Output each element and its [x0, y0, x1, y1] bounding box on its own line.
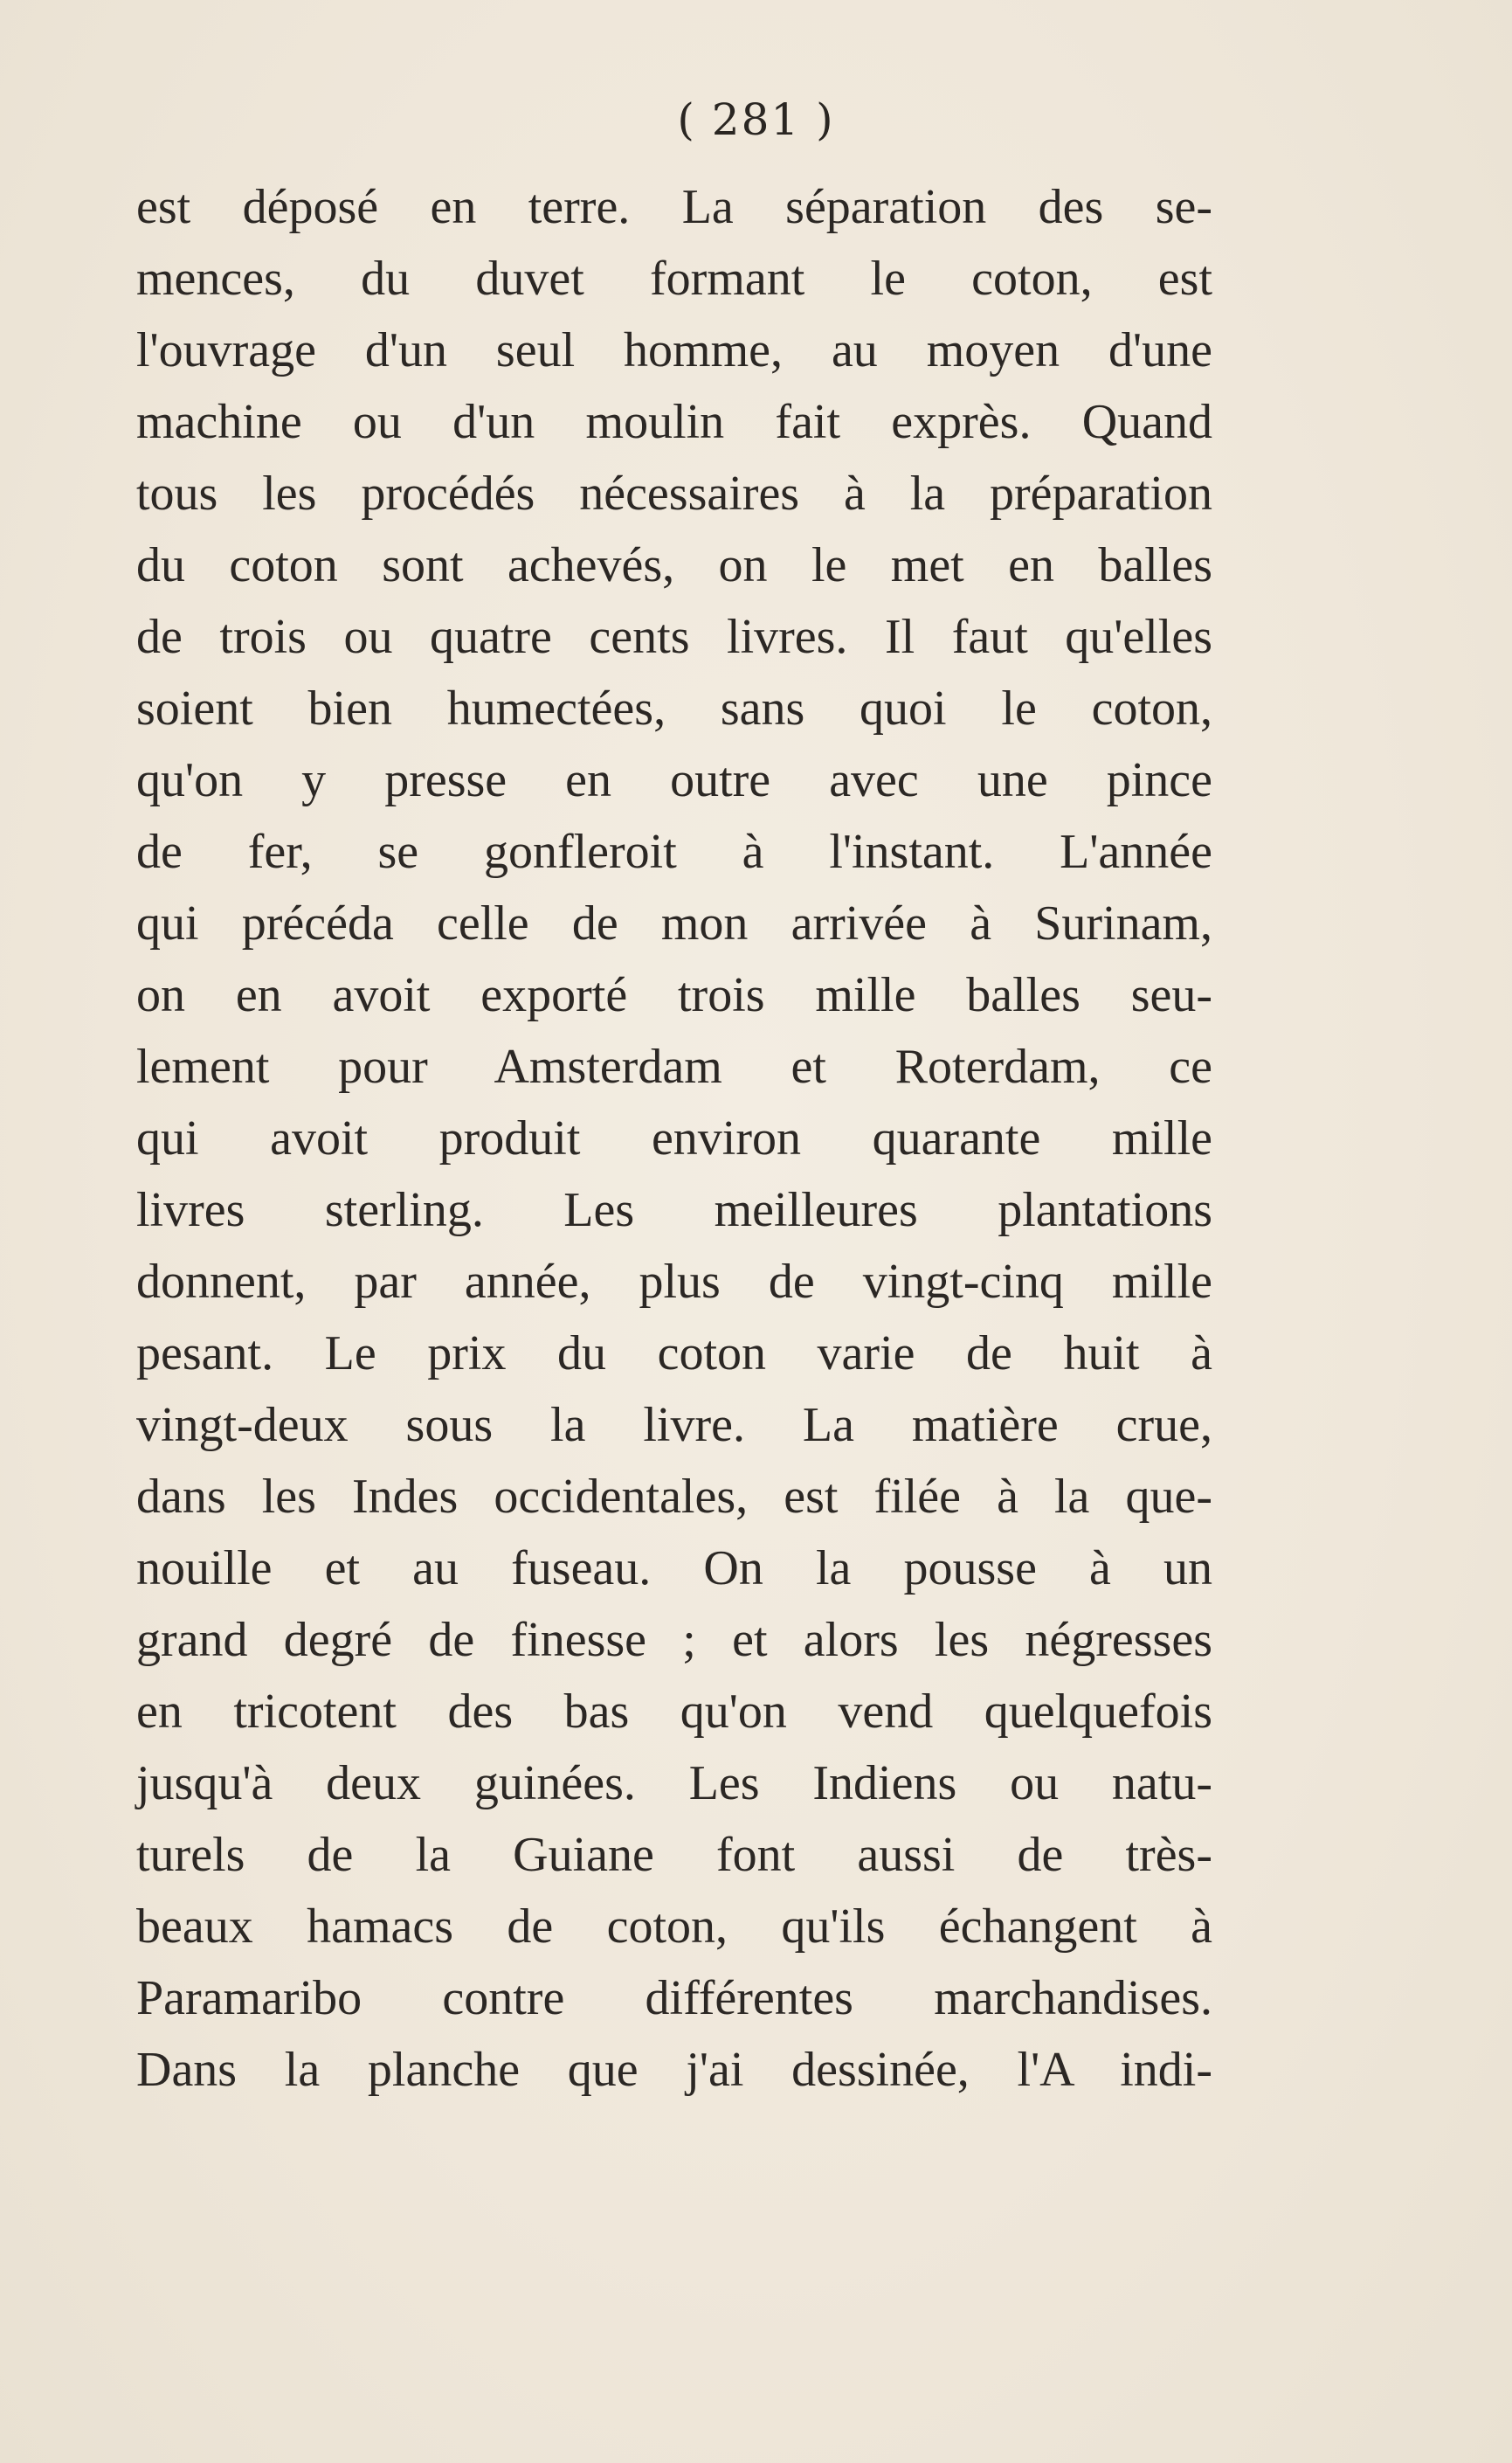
text-line: dans les Indes occidentales, est filée à la que-	[136, 1470, 1212, 1524]
text-line: qui précéda celle de mon arrivée à Surinam,	[136, 896, 1212, 951]
text-line: livres sterling. Les meilleures plantations	[136, 1183, 1212, 1237]
text-line: Paramaribo contre différentes marchandises.	[136, 1971, 1212, 2025]
text-line: qui avoit produit environ quarante mille	[136, 1111, 1212, 1166]
text-line: de fer, se gonfleroit à l'instant. L'année	[136, 825, 1212, 879]
text-line: lement pour Amsterdam et Roterdam, ce	[136, 1040, 1212, 1094]
text-line: tous les procédés nécessaires à la préparation	[136, 467, 1212, 521]
text-line: qu'on y presse en outre avec une pince	[136, 753, 1212, 807]
text-line: jusqu'à deux guinées. Les Indiens ou natu-	[136, 1756, 1212, 1810]
text-line: l'ouvrage d'un seul homme, au moyen d'une	[136, 323, 1212, 377]
text-line: est déposé en terre. La séparation des se-	[136, 180, 1212, 234]
text-line: grand degré de finesse ; et alors les négresses	[136, 1613, 1212, 1667]
page-number: ( 281 )	[677, 94, 835, 145]
body-text	[136, 171, 1212, 2106]
text-line: pesant. Le prix du coton varie de huit à	[136, 1326, 1212, 1380]
text-line: on en avoit exporté trois mille balles seu-	[136, 968, 1212, 1022]
text-line: Dans la planche que j'ai dessinée, l'A indi-	[136, 2043, 1212, 2097]
text-line: mences, du duvet formant le coton, est	[136, 252, 1212, 306]
text-line: vingt-deux sous la livre. La matière crue,	[136, 1398, 1212, 1452]
text-line: soient bien humectées, sans quoi le coton,	[136, 681, 1212, 736]
text-line: machine ou d'un moulin fait exprès. Quand	[136, 395, 1212, 449]
text-line: de trois ou quatre cents livres. Il faut qu'elles	[136, 610, 1212, 664]
text-line: donnent, par année, plus de vingt-cinq mille	[136, 1255, 1212, 1309]
text-line: du coton sont achevés, on le met en balles	[136, 538, 1212, 592]
text-line: nouille et au fuseau. On la pousse à un	[136, 1541, 1212, 1595]
text-line: turels de la Guiane font aussi de très-	[136, 1828, 1212, 1882]
text-line: beaux hamacs de coton, qu'ils échangent à	[136, 1899, 1212, 1954]
text-line: en tricotent des bas qu'on vend quelquefois	[136, 1685, 1212, 1739]
